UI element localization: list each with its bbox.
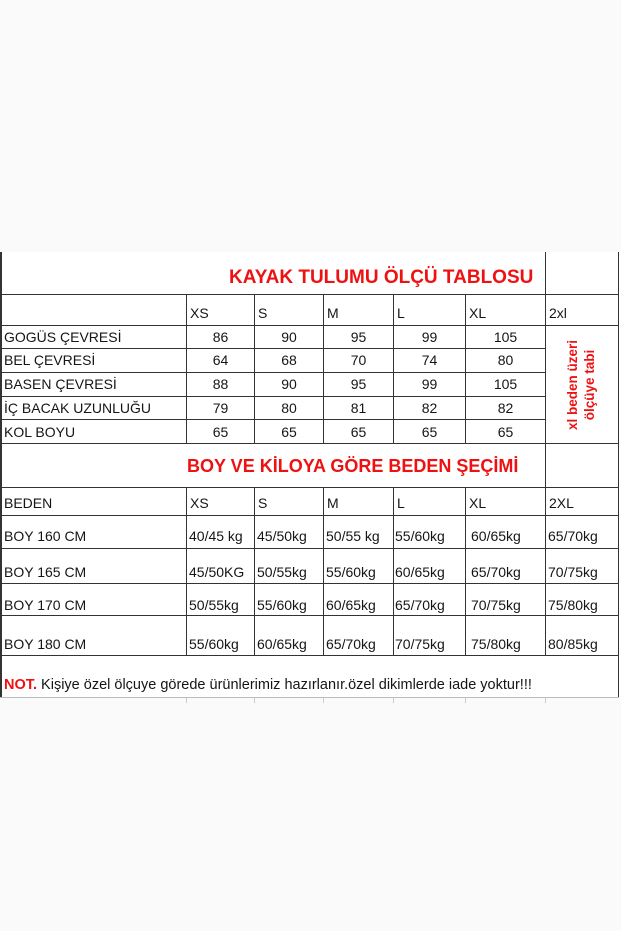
measure-value: 90 — [281, 329, 297, 345]
grid-stub — [186, 698, 187, 703]
grid-stub — [393, 698, 394, 703]
measure-value: 95 — [350, 376, 367, 392]
size-header-2xl: 2xl — [549, 305, 567, 321]
measure-value: 105 — [493, 376, 518, 392]
measure-value: 79 — [212, 400, 229, 416]
grid-stub — [545, 698, 546, 703]
weight-range: 65/70kg — [471, 564, 521, 580]
grid-line — [545, 252, 546, 488]
measure-label: BEL ÇEVRESİ — [4, 352, 96, 368]
measure-value: 65 — [212, 424, 229, 440]
measure-value: 65 — [497, 424, 514, 440]
grid-line — [0, 655, 619, 656]
measure-value: 99 — [421, 329, 438, 345]
weight-range: 60/65kg — [395, 564, 445, 580]
size-header-l: L — [397, 305, 405, 321]
weight-range: 75/80kg — [548, 597, 598, 613]
weight-range: 65/70kg — [395, 597, 445, 613]
weight-range: 65/70kg — [548, 528, 598, 544]
xl-over-note-line2: ölçüye tabi — [582, 349, 597, 421]
beden-header-2xl: 2XL — [549, 495, 574, 511]
size-chart-title: KAYAK TULUMU ÖLÇÜ TABLOSU — [229, 267, 534, 288]
measure-value: 68 — [281, 352, 297, 368]
measure-value: 88 — [212, 376, 229, 392]
measure-value: 90 — [281, 376, 297, 392]
measure-label: İÇ BACAK UZUNLUĞU — [4, 400, 152, 416]
beden-header-s: S — [258, 495, 268, 511]
grid-line — [0, 294, 619, 295]
footer-note-prefix: NOT. — [4, 677, 38, 693]
weight-range: 60/65kg — [257, 636, 307, 652]
grid-line — [323, 294, 324, 443]
grid-line — [545, 487, 546, 655]
grid-line — [323, 487, 324, 655]
grid-line — [186, 487, 187, 655]
grid-line — [0, 487, 619, 488]
weight-range: 55/60kg — [189, 636, 239, 652]
measure-value: 86 — [212, 329, 229, 345]
weight-range: 70/75kg — [471, 597, 521, 613]
grid-line — [0, 372, 545, 373]
grid-line — [0, 583, 619, 584]
grid-line — [0, 348, 545, 349]
height-label: BOY 170 CM — [4, 597, 87, 613]
height-label: BOY 165 CM — [4, 564, 87, 580]
weight-range: 45/50KG — [189, 564, 245, 580]
measure-value: 65 — [281, 424, 297, 440]
measure-value: 64 — [212, 352, 229, 368]
measure-label: BASEN ÇEVRESİ — [4, 376, 117, 392]
weight-range: 60/65kg — [326, 597, 376, 613]
measure-value: 70 — [350, 352, 367, 368]
measure-value: 95 — [350, 329, 367, 345]
grid-line — [254, 487, 255, 655]
size-header-xs: XS — [190, 305, 209, 321]
grid-line-right — [618, 252, 619, 698]
measure-value: 74 — [421, 352, 438, 368]
grid-line — [393, 487, 394, 655]
grid-stub — [254, 698, 255, 703]
beden-header-m: M — [327, 495, 339, 511]
weight-range: 50/55kg — [257, 564, 307, 580]
xl-over-note — [564, 327, 600, 443]
footer-note-text: Kişiye özel ölçuye görede ürünlerimiz hazırlanır.özel dikimlerde iade yoktur!!! — [37, 677, 532, 693]
grid-line-bottom — [0, 697, 619, 698]
weight-range: 80/85kg — [548, 636, 598, 652]
grid-line — [0, 548, 619, 549]
measure-value: 105 — [493, 329, 518, 345]
measure-label: GOGÜS ÇEVRESİ — [4, 329, 122, 345]
height-label: BOY 180 CM — [4, 636, 87, 652]
grid-line — [0, 325, 619, 326]
size-header-m: M — [327, 305, 339, 321]
grid-stub — [465, 698, 466, 703]
grid-stub — [323, 698, 324, 703]
measure-value: 80 — [497, 352, 514, 368]
grid-line — [0, 615, 619, 616]
beden-header-label: BEDEN — [4, 495, 53, 511]
measure-value: 65 — [350, 424, 367, 440]
measure-value: 82 — [421, 400, 438, 416]
weight-range: 65/70kg — [326, 636, 376, 652]
grid-line — [0, 419, 545, 420]
grid-line — [465, 294, 466, 443]
measure-value: 65 — [421, 424, 438, 440]
beden-header-xl: XL — [469, 495, 487, 511]
grid-line — [254, 294, 255, 443]
weight-range: 55/60kg — [326, 564, 376, 580]
weight-range: 50/55kg — [189, 597, 239, 613]
weight-range: 55/60kg — [395, 528, 445, 544]
measure-value: 80 — [281, 400, 297, 416]
grid-line — [393, 294, 394, 443]
measure-label: KOL BOYU — [4, 424, 76, 440]
weight-range: 40/45 kg — [189, 528, 243, 544]
grid-line — [0, 515, 619, 516]
weight-chart-title: BOY VE KİLOYA GÖRE BEDEN ŞEÇİMİ — [187, 456, 519, 476]
measure-value: 99 — [421, 376, 438, 392]
size-header-xl: XL — [469, 305, 487, 321]
grid-line-left — [0, 252, 2, 698]
height-label: BOY 160 CM — [4, 528, 87, 544]
weight-range: 50/55 kg — [326, 528, 380, 544]
measure-value: 81 — [350, 400, 367, 416]
grid-line — [0, 443, 619, 444]
xl-over-note-line1: xl beden üzeri — [565, 339, 580, 431]
measure-value: 82 — [497, 400, 514, 416]
weight-range: 70/75kg — [395, 636, 445, 652]
size-header-s: S — [258, 305, 268, 321]
grid-line — [465, 487, 466, 655]
grid-line — [186, 294, 187, 443]
grid-line — [0, 396, 545, 397]
beden-header-l: L — [397, 495, 405, 511]
weight-range: 55/60kg — [257, 597, 307, 613]
weight-range: 60/65kg — [471, 528, 521, 544]
footer-note — [4, 677, 532, 693]
weight-range: 70/75kg — [548, 564, 598, 580]
beden-header-xs: XS — [190, 495, 209, 511]
weight-range: 75/80kg — [471, 636, 521, 652]
weight-range: 45/50kg — [257, 528, 307, 544]
